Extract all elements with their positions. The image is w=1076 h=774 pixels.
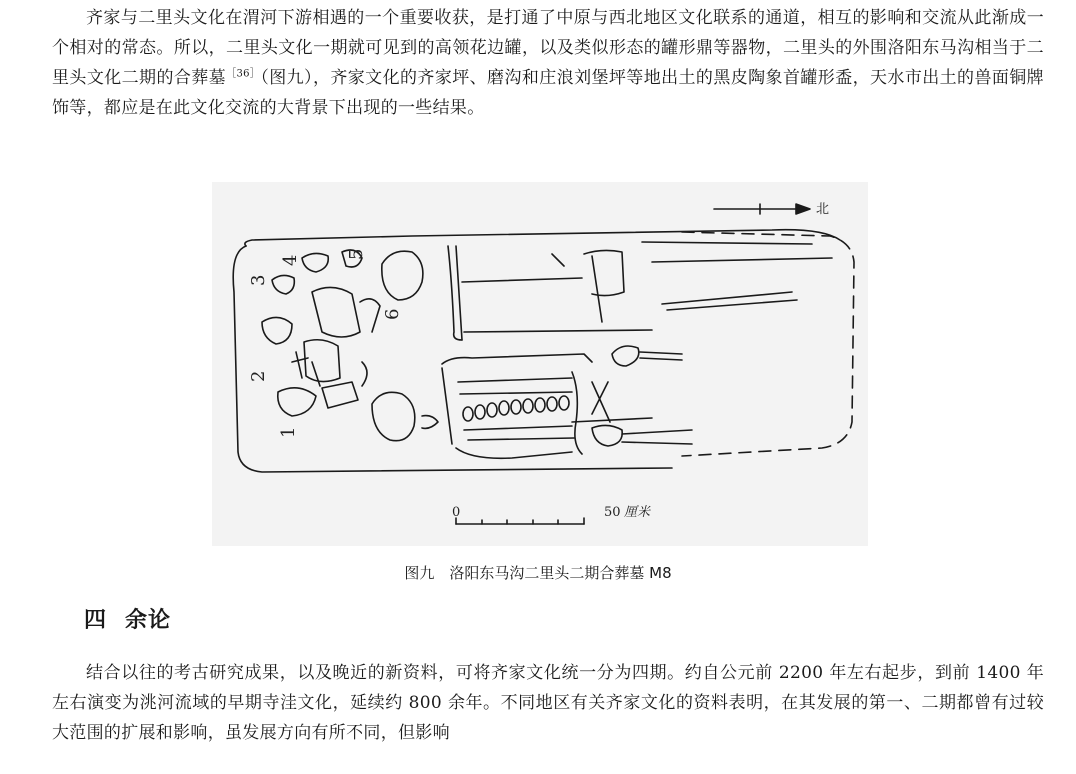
paragraph-text: 结合以往的考古研究成果，以及晚近的新资料，可将齐家文化统一分为四期。约自公元前 2200 年左右起步，到前 1400 年左右演变为洮河流域的早期寺洼文化，延续约 800 余年。不同地区有关齐家文化的资料表明，在其发展的第一、二期都曾有过较大范围的扩展和影响，虽发展方向有所不同，但影响 [52, 663, 1044, 743]
scale-end-label: 50 [604, 505, 621, 520]
scale-bar [456, 518, 584, 524]
grave-outline-dashed [682, 232, 854, 456]
item-number-2: 2 [248, 370, 269, 382]
figure-burial-drawing [212, 182, 868, 546]
citation-reference: ［36］ [226, 68, 261, 80]
paragraph-text: 齐家与二里头文化在渭河下游相遇的一个重要收获，是打通了中原与西北地区文化联系的通道，相互的影响和交流从此渐成一个相对的常态。所以，二里头文化一期就可见到的高领花边罐，以及类似形态的罐形鼎等器物，二里头的外围洛阳东马沟相当于二里头文化二期的合葬墓 [52, 8, 1044, 88]
body-paragraph [52, 658, 1044, 748]
scale-unit-label: 厘米 [624, 505, 651, 520]
scale-start-label: 0 [452, 505, 461, 520]
item-number-4: 4 [280, 254, 301, 266]
north-label: 北 [816, 202, 830, 217]
north-arrow-icon [714, 204, 810, 214]
item-number-5: 5 [346, 248, 367, 260]
body-paragraph [52, 3, 1044, 123]
paragraph-text: （图九），齐家文化的齐家坪、磨沟和庄浪刘堡坪等地出土的黑皮陶象首罐形盉，天水市出土的兽面铜牌饰等，都应是在此文化交流的大背景下出现的一些结果。 [52, 68, 1044, 118]
item-number-6: 6 [382, 308, 403, 320]
grave-goods-cluster [262, 250, 380, 416]
section-title: 余论 [125, 608, 172, 633]
burial-line-drawing [212, 182, 868, 546]
section-heading [84, 603, 171, 634]
section-number: 四 [84, 608, 108, 633]
item-number-1: 1 [278, 426, 299, 438]
skeleton-upper [382, 242, 832, 366]
item-number-3: 3 [248, 274, 269, 286]
skeleton-lower [372, 354, 692, 458]
figure-caption: 图九 洛阳东马沟二里头二期合葬墓 M8 [404, 564, 672, 582]
